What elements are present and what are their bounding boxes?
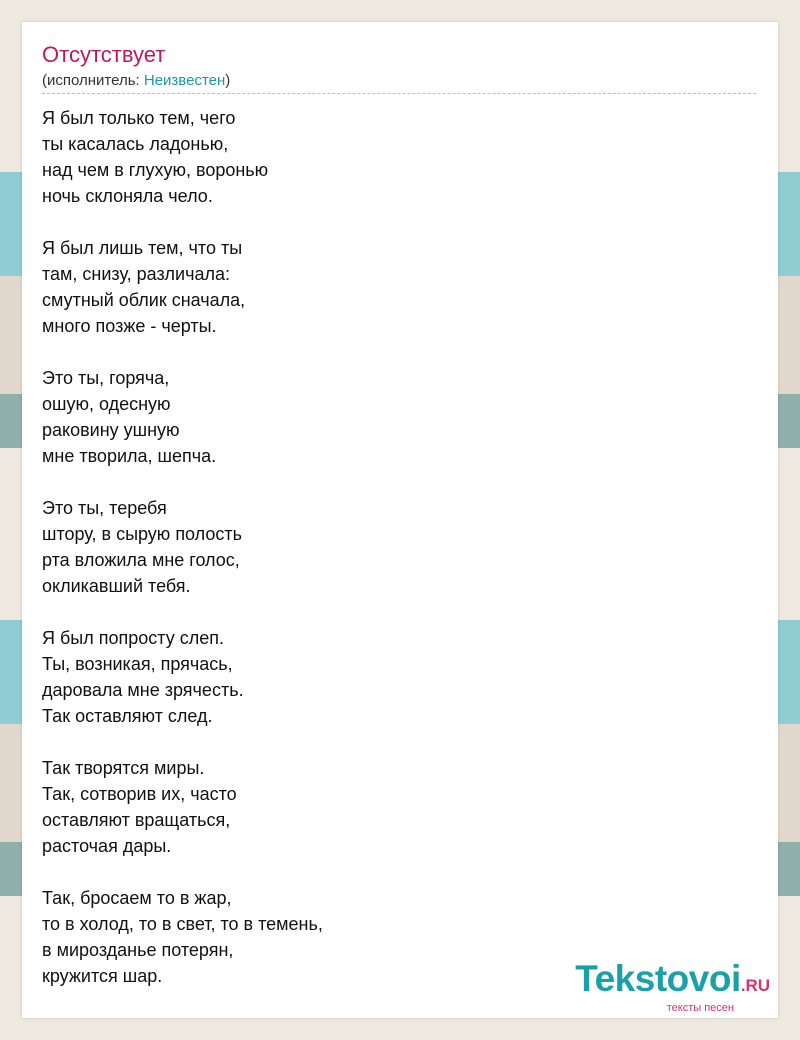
lyrics-card — [22, 22, 778, 1018]
lyric-line: Так оставляют след. — [42, 706, 213, 726]
site-logo[interactable] — [575, 959, 770, 1014]
lyric-line: Я был только тем, чего — [42, 108, 236, 128]
logo-tld: .RU — [740, 976, 770, 995]
artist-link[interactable]: Неизвестен — [143, 72, 226, 89]
lyric-line: Так, сотворив их, часто — [42, 784, 237, 804]
lyric-line: Я был попросту слеп. — [42, 628, 224, 648]
byline-suffix: ) — [225, 72, 231, 89]
logo-wordmark — [575, 959, 770, 1006]
lyrics-body — [42, 105, 323, 1015]
lyric-line: смутный облик сначала, — [42, 290, 246, 310]
stanza — [42, 105, 323, 209]
lyric-line: Это ты, горяча, — [42, 368, 170, 388]
logo-tagline: тексты песен — [666, 1002, 734, 1014]
lyric-line: расточая дары. — [42, 836, 172, 856]
lyric-line: кружится шар. — [42, 966, 163, 986]
song-title: Отсутствует — [42, 42, 166, 67]
lyric-line: ошую, одесную — [42, 394, 171, 414]
lyric-line: Ты, возникая, прячась, — [42, 654, 233, 674]
lyric-line: раковину ушную — [42, 420, 180, 440]
lyric-line: много позже - черты. — [42, 316, 217, 336]
stanza — [42, 885, 323, 989]
stanza — [42, 235, 323, 339]
stanza — [42, 625, 323, 729]
byline-prefix: (исполнитель: — [42, 72, 144, 89]
lyric-line: штору, в сырую полость — [42, 524, 243, 544]
stanza — [42, 755, 323, 859]
lyric-line: Это ты, теребя — [42, 498, 167, 518]
lyric-line: Так творятся миры. — [42, 758, 205, 778]
lyric-line: Я был лишь тем, что ты — [42, 238, 243, 258]
lyric-line: рта вложила мне голос, — [42, 550, 240, 570]
lyric-line: в мирозданье потерян, — [42, 940, 234, 960]
lyric-line: даровала мне зрячесть. — [42, 680, 244, 700]
lyric-line: ночь склоняла чело. — [42, 186, 213, 206]
title-divider — [42, 93, 756, 94]
lyric-line: окликавший тебя. — [42, 576, 191, 596]
lyric-line: ты касалась ладонью, — [42, 134, 229, 154]
lyric-line: то в холод, то в свет, то в темень, — [42, 914, 323, 934]
stanza — [42, 365, 323, 469]
stanza — [42, 495, 323, 599]
lyric-line: оставляют вращаться, — [42, 810, 231, 830]
logo-name: Tekstovoi — [575, 958, 741, 999]
lyric-line: там, снизу, различала: — [42, 264, 231, 284]
lyric-line: мне творила, шепча. — [42, 446, 217, 466]
lyric-line: Так, бросаем то в жар, — [42, 888, 232, 908]
lyric-line: над чем в глухую, воронью — [42, 160, 269, 180]
artist-byline — [42, 72, 230, 89]
